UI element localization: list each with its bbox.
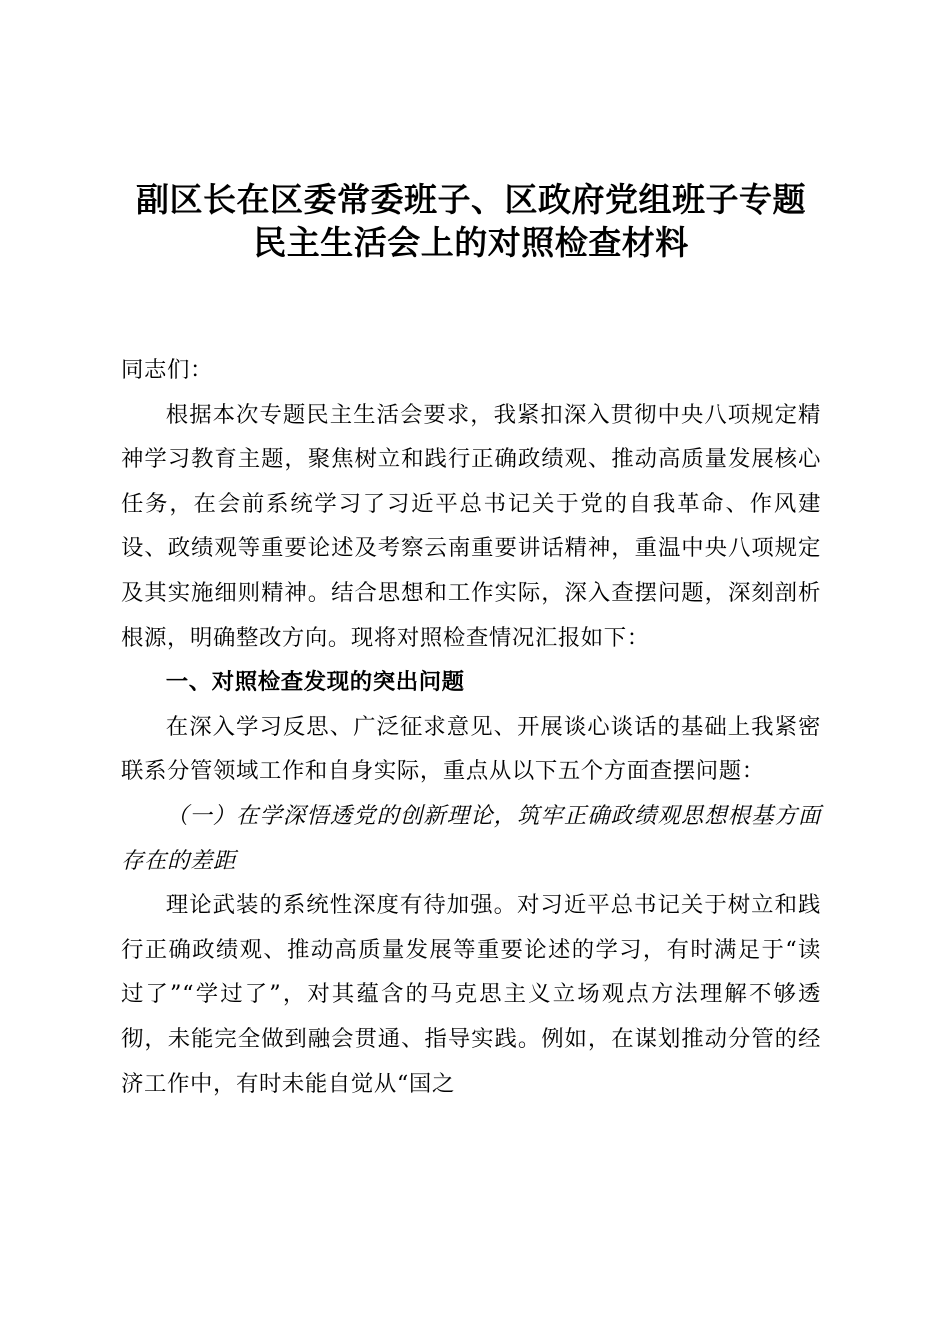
subsection-heading: （一）在学深悟透党的创新理论，筑牢正确政绩观思想根基方面存在的差距: [121, 802, 821, 874]
section-heading: 一、对照检查发现的突出问题: [165, 669, 465, 696]
salutation: 同志们：: [121, 357, 213, 383]
document-body: [121, 348, 821, 1106]
section-intro-paragraph: 在深入学习反思、广泛征求意见、开展谈心谈话的基础上我紧密联系分管领域工作和自身实际，重点从以下五个方面查摆问题：: [121, 713, 821, 785]
body-paragraph: 理论武装的系统性深度有待加强。对习近平总书记关于树立和践行正确政绩观、推动高质量发展等重要论述的学习，有时满足于“读过了”“学过了”，对其蕴含的马克思主义立场观点方法理解不够透彻，未能完全做到融会贯通、指导实践。例如，在谋划推动分管的经济工作中，有时未能自觉从“国之: [121, 892, 821, 1097]
document-page: [121, 178, 821, 1106]
document-title: [121, 178, 821, 264]
title-line-1: 副区长在区委常委班子、区政府党组班子专题: [136, 180, 806, 219]
title-line-2: 民主生活会上的对照检查材料: [253, 223, 689, 262]
intro-paragraph: 根据本次专题民主生活会要求，我紧扣深入贯彻中央八项规定精神学习教育主题，聚焦树立和践行正确政绩观、推动高质量发展核心任务，在会前系统学习了习近平总书记关于党的自我革命、作风建设、政绩观等重要论述及考察云南重要讲话精神，重温中央八项规定及其实施细则精神。结合思想和工作实际，深入查摆问题，深刻剖析根源，明确整改方向。现将对照检查情况汇报如下：: [121, 401, 821, 651]
